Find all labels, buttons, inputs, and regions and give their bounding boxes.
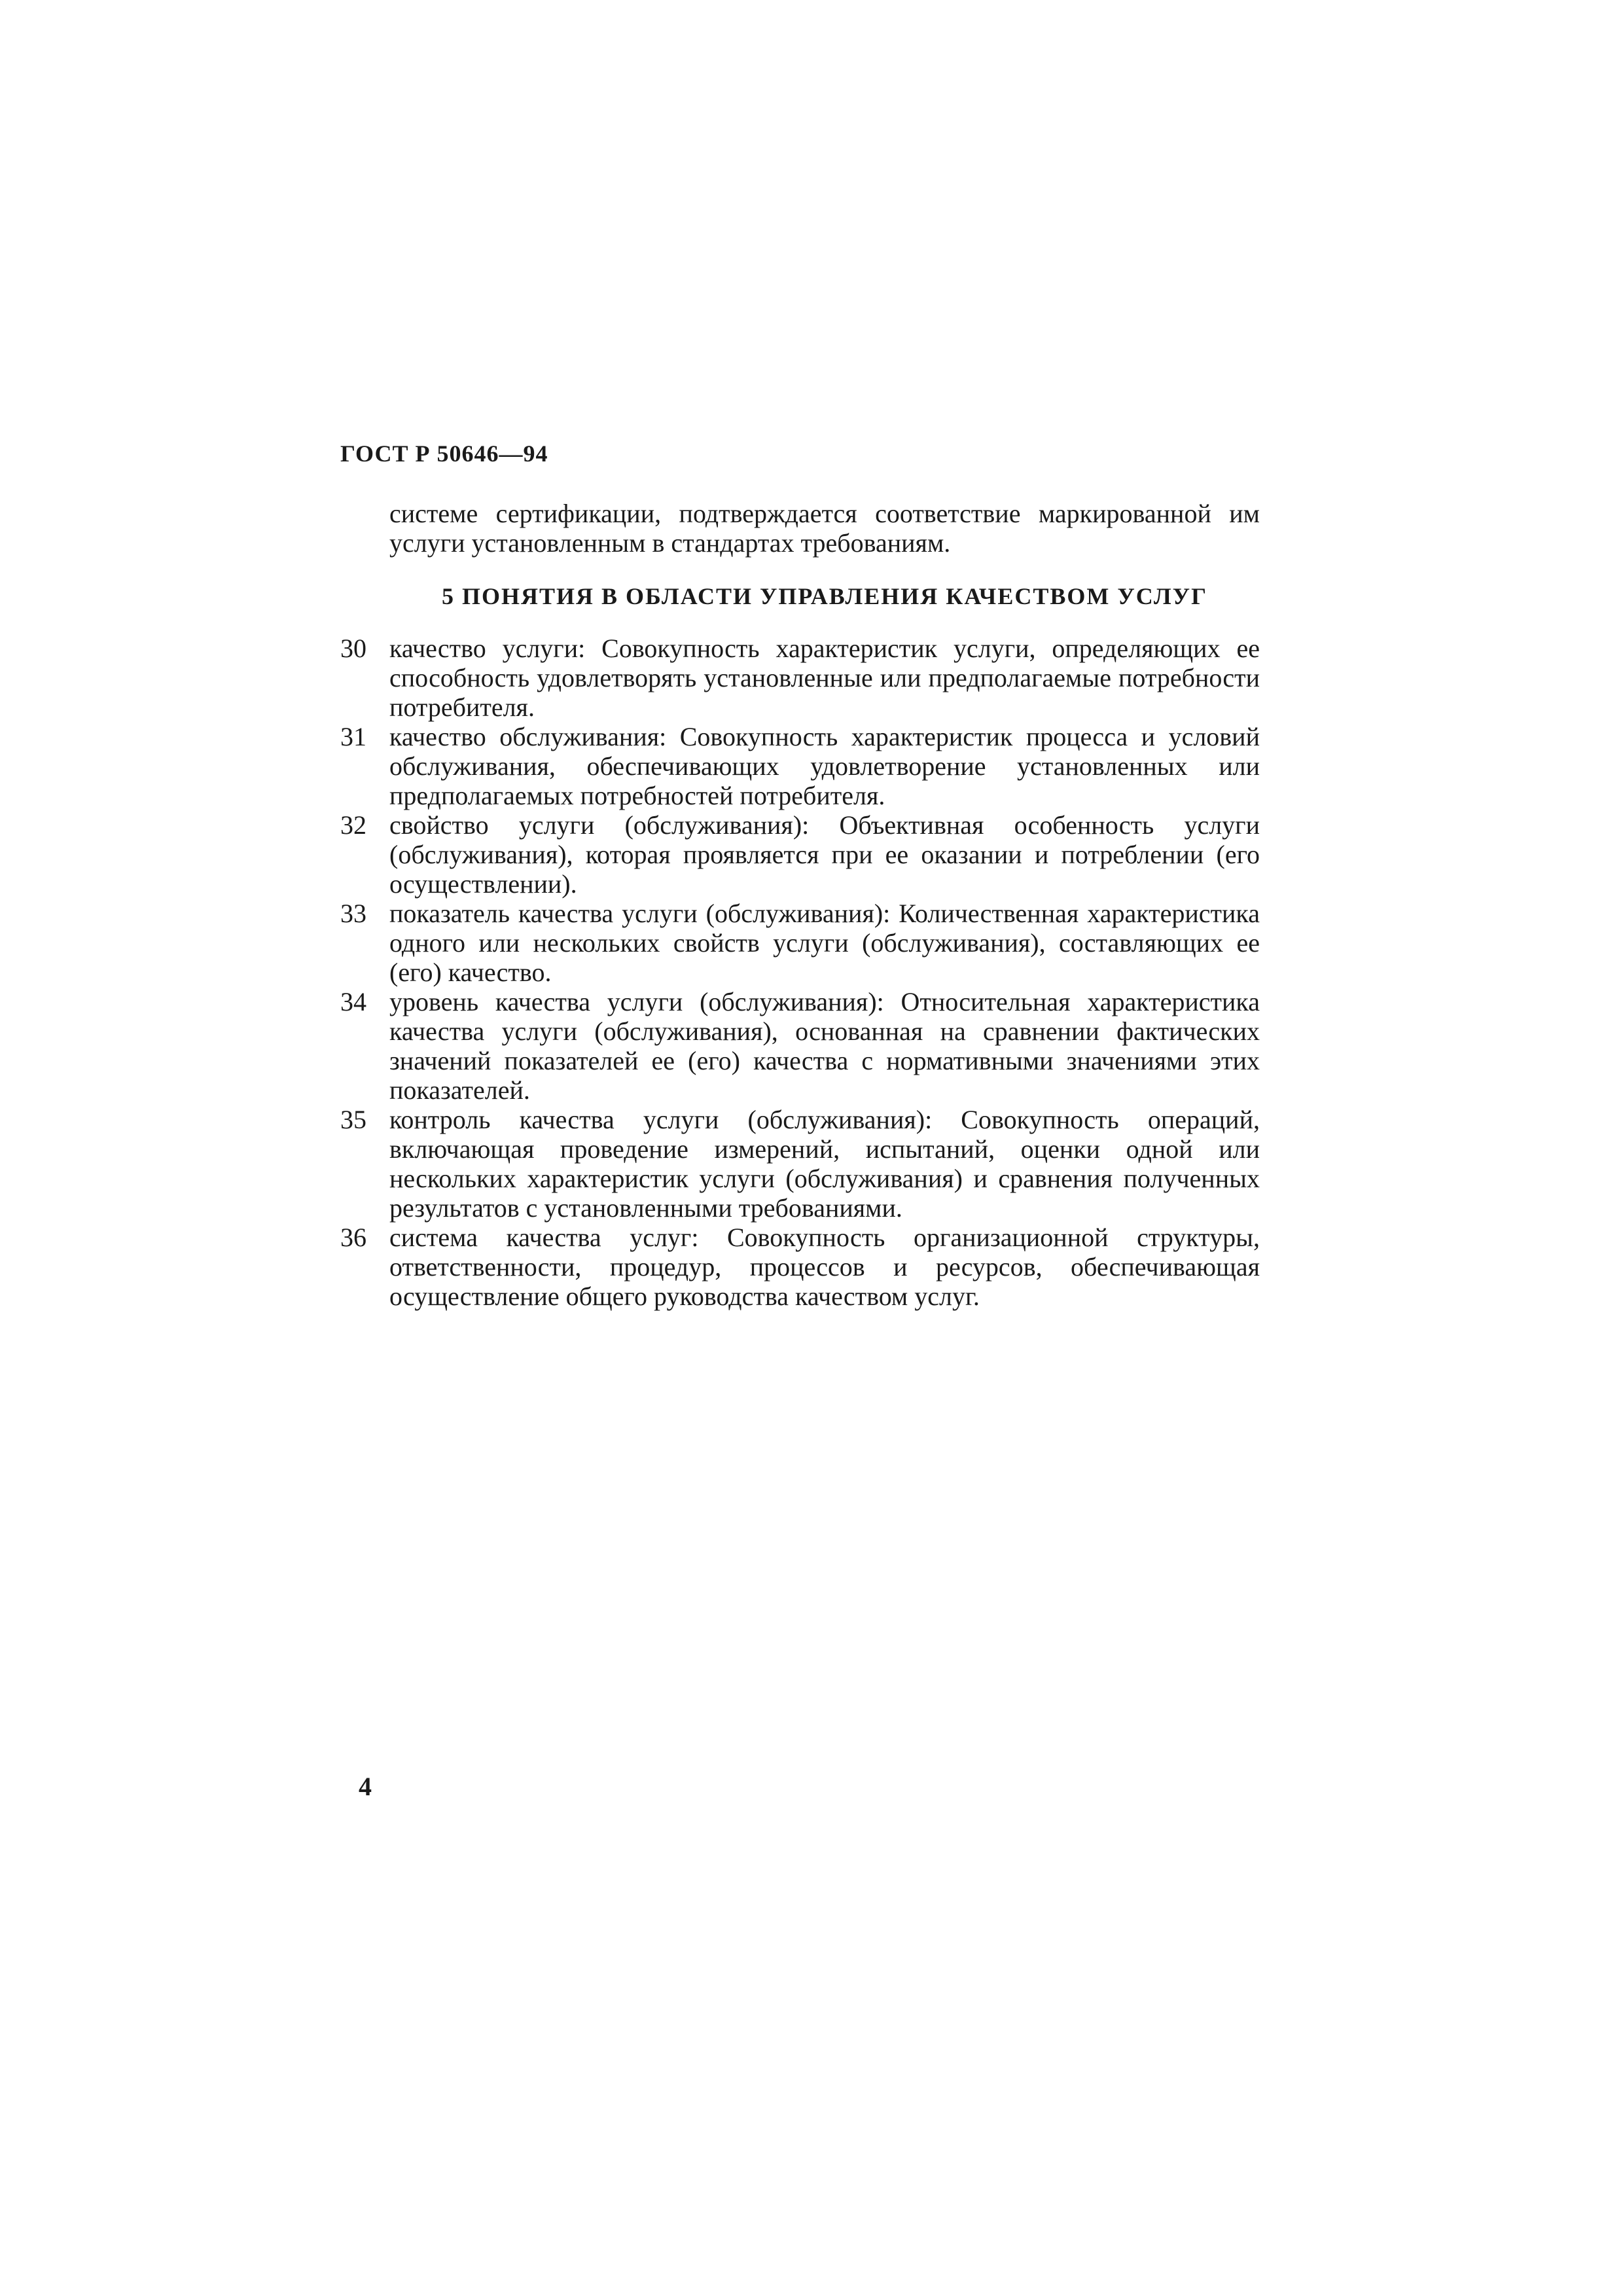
section-title: 5 ПОНЯТИЯ В ОБЛАСТИ УПРАВЛЕНИЯ КАЧЕСТВОМ УСЛУГ [442,583,1207,609]
term-item [340,1105,1260,1223]
term-number: 30 [340,634,366,663]
term-definition: контроль качества услуги (обслуживания): Совокупность операций, включающая проведение измерений, испытаний, оценки одной или нескольких характеристик услуги (обслуживания) и сравнения полученных результатов с установленными требованиями. [389,1105,1260,1223]
term-definition: показатель качества услуги (обслуживания): Количественная характеристика одного или нескольких свойств услуги (обслуживания), составляющих ее (его) качество. [389,899,1260,987]
term-number: 36 [340,1223,366,1252]
term-definition: качество обслуживания: Совокупность характеристик процесса и условий обслуживания, обеспечивающих удовлетворение установленных или предполагаемых потребностей потребителя. [389,722,1260,810]
term-item [340,987,1260,1105]
term-item [340,722,1260,810]
terms-list [340,634,1260,1311]
term-item [340,1223,1260,1311]
term-definition: свойство услуги (обслуживания): Объективная особенность услуги (обслуживания), которая проявляется при ее оказании и потреблении (его осуществлении). [389,810,1260,899]
term-definition: уровень качества услуги (обслуживания): Относительная характеристика качества услуги (обслуживания), основанная на сравнении фактических значений показателей ее (его) качества с нормативными значениями этих показателей. [389,987,1260,1105]
term-number: 32 [340,810,366,840]
page-number: 4 [359,1772,372,1801]
term-definition: система качества услуг: Совокупность организационной структуры, ответственности, процедур, процессов и ресурсов, обеспечивающая осуществление общего руководства качеством услуг. [389,1223,1260,1311]
term-definition: качество услуги: Совокупность характеристик услуги, определяющих ее способность удовлетворять установленные или предполагаемые потребности потребителя. [389,634,1260,722]
term-number: 31 [340,722,366,751]
term-item [340,810,1260,899]
term-number: 33 [340,899,366,928]
intro-paragraph: системе сертификации, подтверждается соответствие маркированной им услуги установленным в стандартах требованиям. [389,499,1260,558]
document-header: ГОСТ Р 50646—94 [340,440,548,467]
term-number: 35 [340,1105,366,1134]
term-item [340,634,1260,722]
term-number: 34 [340,987,366,1016]
term-item [340,899,1260,987]
